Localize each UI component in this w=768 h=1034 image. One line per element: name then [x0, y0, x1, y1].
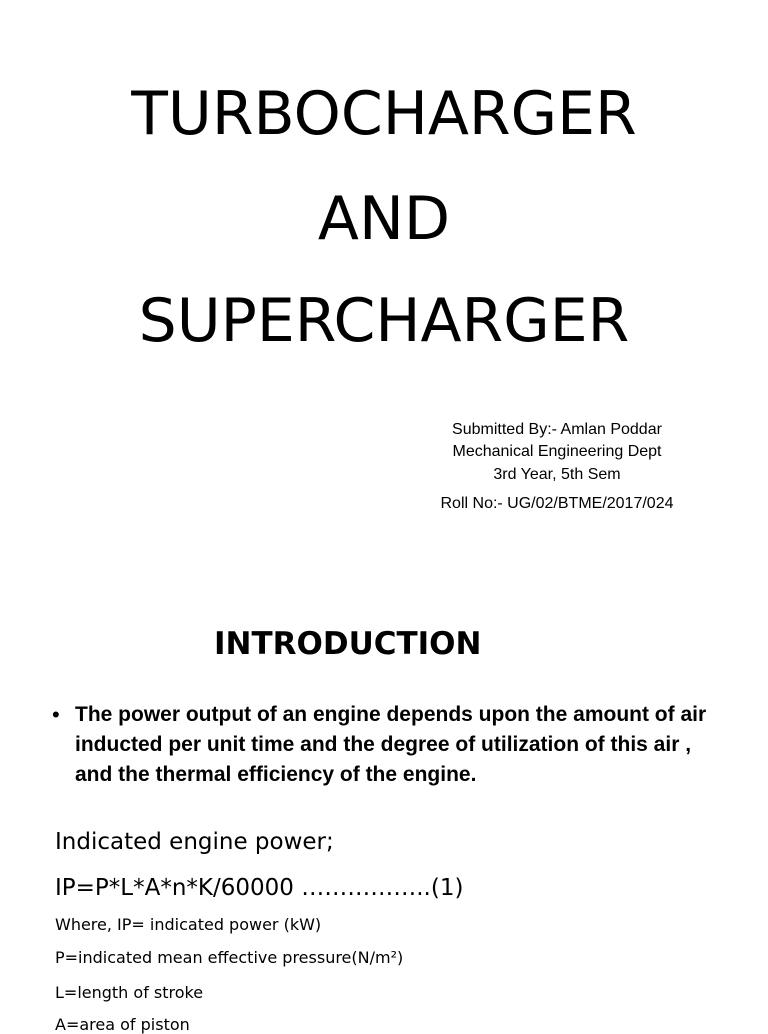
where-line-3: L=length of stroke: [55, 983, 204, 1002]
introduction-heading: INTRODUCTION: [214, 626, 482, 662]
roll-no-text: Roll No:- UG/02/BTME/2017/024: [440, 495, 674, 512]
where-line-1: Where, IP= indicated power (kW): [55, 915, 322, 934]
submitted-by-text: Submitted By:- Amlan Poddar: [452, 421, 662, 438]
where-line-4: A=area of piston: [55, 1015, 190, 1034]
where-line-2: P=indicated mean effective pressure(N/m²): [55, 948, 404, 967]
year-sem-text: 3rd Year, 5th Sem: [493, 466, 621, 483]
indicated-power-label: Indicated engine power;: [55, 829, 334, 855]
ip-formula: IP=P*L*A*n*K/60000 ……………..(1): [55, 875, 464, 901]
bullet-text: The power output of an engine depends upon the amount of air inducted per unit time and the degree of utilization of this air , and the thermal efficiency of the engine.: [75, 703, 707, 786]
title-line-3: SUPERCHARGER: [138, 286, 630, 356]
department-text: Mechanical Engineering Dept: [452, 443, 662, 460]
title-line-2: AND: [317, 184, 451, 254]
title-line-1: TURBOCHARGER: [131, 79, 637, 149]
bullet-icon: •: [52, 702, 60, 727]
introduction-slide: [0, 578, 768, 1034]
